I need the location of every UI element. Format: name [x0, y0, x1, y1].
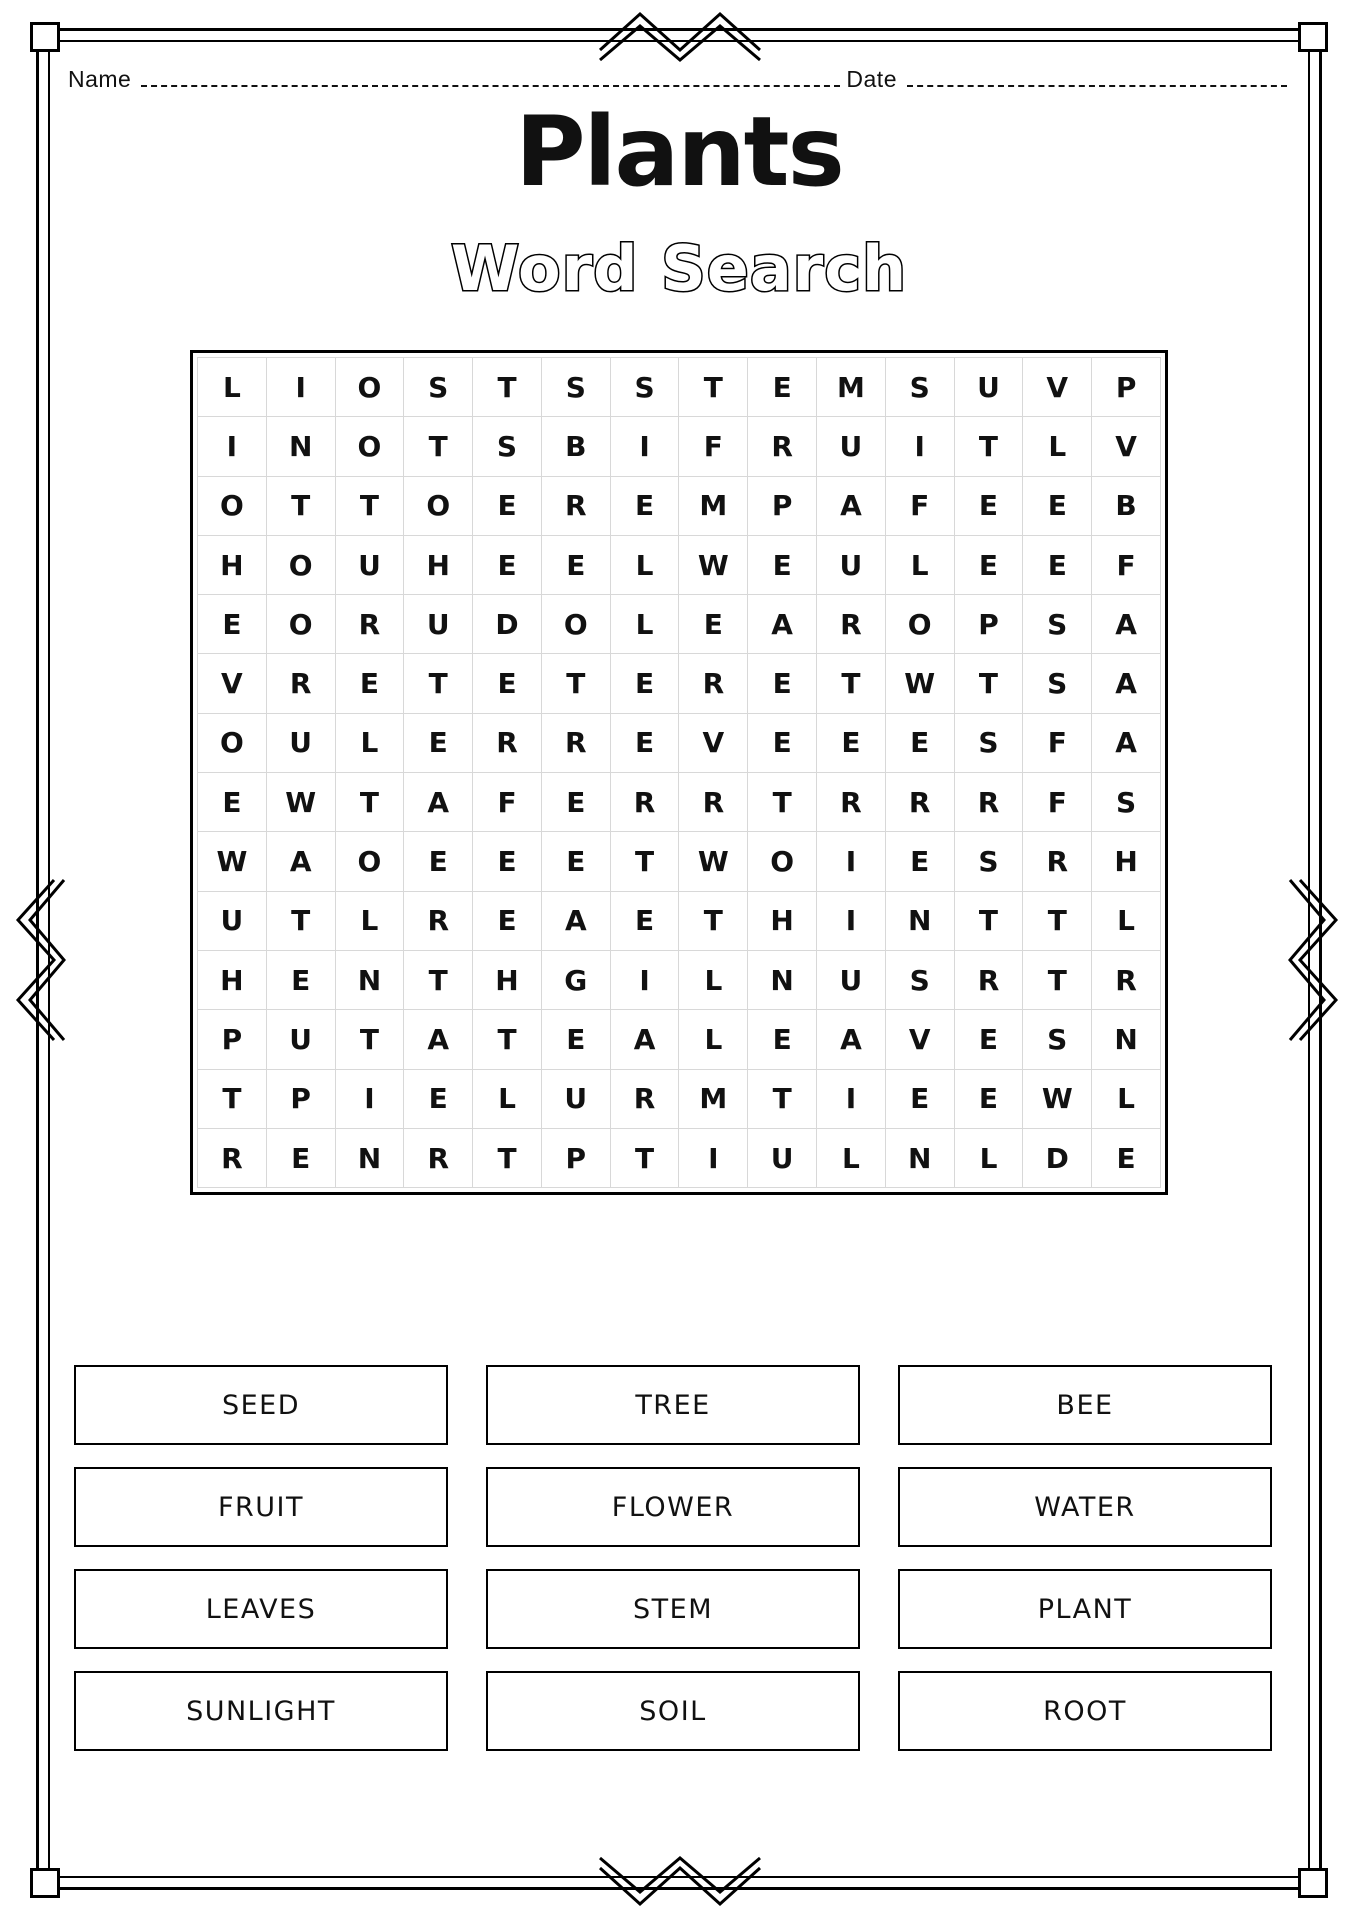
letter-cell[interactable]: H	[198, 535, 267, 594]
letter-cell[interactable]: R	[748, 417, 817, 476]
letter-grid-row	[198, 358, 1161, 417]
letter-cell[interactable]: S	[885, 358, 954, 417]
letter-cell[interactable]: E	[954, 476, 1023, 535]
letter-cell[interactable]: D	[1023, 1128, 1092, 1187]
corner-square-top-left	[30, 22, 60, 52]
letter-grid-row	[198, 1128, 1161, 1187]
letter-cell[interactable]: U	[335, 535, 404, 594]
letter-cell[interactable]: L	[817, 1128, 886, 1187]
letter-cell[interactable]: T	[679, 358, 748, 417]
letter-cell[interactable]: M	[817, 358, 886, 417]
letter-cell[interactable]: I	[817, 891, 886, 950]
name-label: Name	[68, 66, 132, 92]
word-bank-item[interactable]: SEED	[74, 1365, 448, 1445]
letter-cell[interactable]: U	[266, 713, 335, 772]
letter-grid-row	[198, 832, 1161, 891]
letter-cell[interactable]: D	[473, 595, 542, 654]
letter-cell[interactable]: L	[679, 1010, 748, 1069]
letter-cell[interactable]: S	[1023, 654, 1092, 713]
letter-cell[interactable]: R	[954, 950, 1023, 1009]
letter-cell[interactable]: A	[610, 1010, 679, 1069]
page-subtitle: Word Search	[450, 232, 908, 305]
letter-cell[interactable]: E	[541, 535, 610, 594]
letter-grid-table[interactable]	[197, 357, 1161, 1188]
letter-cell[interactable]: I	[610, 950, 679, 1009]
letter-cell[interactable]: R	[198, 1128, 267, 1187]
letter-cell[interactable]: E	[541, 1010, 610, 1069]
letter-grid-row	[198, 535, 1161, 594]
letter-cell[interactable]: E	[1023, 476, 1092, 535]
letter-cell[interactable]: E	[748, 654, 817, 713]
letter-cell[interactable]: N	[885, 891, 954, 950]
letter-cell[interactable]: L	[1092, 891, 1161, 950]
letter-cell[interactable]: V	[1023, 358, 1092, 417]
letter-grid-row	[198, 476, 1161, 535]
letter-cell[interactable]: I	[610, 417, 679, 476]
letter-cell[interactable]: N	[335, 1128, 404, 1187]
letter-cell[interactable]: A	[404, 1010, 473, 1069]
letter-cell[interactable]: N	[266, 417, 335, 476]
letter-cell[interactable]: O	[335, 417, 404, 476]
letter-cell[interactable]: I	[335, 1069, 404, 1128]
letter-cell[interactable]: S	[1092, 773, 1161, 832]
word-bank-item[interactable]: BEE	[898, 1365, 1272, 1445]
letter-cell[interactable]: T	[541, 654, 610, 713]
letter-cell[interactable]: V	[1092, 417, 1161, 476]
letter-cell[interactable]: R	[954, 773, 1023, 832]
letter-cell[interactable]: E	[1092, 1128, 1161, 1187]
word-bank-item[interactable]: FLOWER	[486, 1467, 860, 1547]
letter-cell[interactable]: E	[885, 713, 954, 772]
letter-cell[interactable]: E	[266, 950, 335, 1009]
letter-cell[interactable]: H	[1092, 832, 1161, 891]
word-search-grid[interactable]	[190, 350, 1168, 1195]
letter-cell[interactable]: E	[885, 1069, 954, 1128]
letter-cell[interactable]: T	[954, 891, 1023, 950]
letter-cell[interactable]: E	[1023, 535, 1092, 594]
letter-cell[interactable]: O	[198, 476, 267, 535]
letter-cell[interactable]: E	[748, 713, 817, 772]
word-bank-item[interactable]: PLANT	[898, 1569, 1272, 1649]
letter-cell[interactable]: E	[954, 1010, 1023, 1069]
letter-cell[interactable]: A	[748, 595, 817, 654]
letter-cell[interactable]: P	[198, 1010, 267, 1069]
word-bank-item[interactable]: SUNLIGHT	[74, 1671, 448, 1751]
letter-grid-row	[198, 713, 1161, 772]
letter-cell[interactable]: L	[335, 713, 404, 772]
letter-cell[interactable]: E	[610, 476, 679, 535]
letter-cell[interactable]: N	[885, 1128, 954, 1187]
letter-cell[interactable]: L	[885, 535, 954, 594]
letter-cell[interactable]: E	[404, 832, 473, 891]
letter-cell[interactable]: A	[404, 773, 473, 832]
letter-cell[interactable]: P	[266, 1069, 335, 1128]
letter-cell[interactable]: V	[885, 1010, 954, 1069]
letter-cell[interactable]: T	[817, 654, 886, 713]
letter-cell[interactable]: W	[679, 832, 748, 891]
letter-cell[interactable]: L	[1092, 1069, 1161, 1128]
letter-cell[interactable]: L	[610, 595, 679, 654]
letter-cell[interactable]: E	[335, 654, 404, 713]
letter-cell[interactable]: E	[817, 713, 886, 772]
letter-cell[interactable]: R	[885, 773, 954, 832]
letter-cell[interactable]: O	[198, 713, 267, 772]
letter-cell[interactable]: P	[954, 595, 1023, 654]
letter-cell[interactable]: O	[748, 832, 817, 891]
letter-cell[interactable]: E	[610, 891, 679, 950]
letter-cell[interactable]: R	[1092, 950, 1161, 1009]
letter-cell[interactable]: B	[541, 417, 610, 476]
letter-cell[interactable]: T	[404, 417, 473, 476]
letter-grid-row	[198, 1010, 1161, 1069]
letter-cell[interactable]: R	[817, 595, 886, 654]
letter-cell[interactable]: S	[954, 832, 1023, 891]
letter-cell[interactable]: E	[541, 773, 610, 832]
letter-grid-row	[198, 1069, 1161, 1128]
letter-cell[interactable]: U	[404, 595, 473, 654]
letter-cell[interactable]: U	[541, 1069, 610, 1128]
letter-cell[interactable]: O	[541, 595, 610, 654]
corner-square-bottom-left	[30, 1868, 60, 1898]
letter-cell[interactable]: I	[817, 832, 886, 891]
letter-cell[interactable]: S	[473, 417, 542, 476]
letter-cell[interactable]: U	[748, 1128, 817, 1187]
letter-cell[interactable]: S	[1023, 1010, 1092, 1069]
letter-cell[interactable]: E	[541, 832, 610, 891]
letter-cell[interactable]: E	[473, 654, 542, 713]
letter-cell[interactable]: R	[335, 595, 404, 654]
letter-cell[interactable]: O	[266, 595, 335, 654]
letter-cell[interactable]: E	[748, 1010, 817, 1069]
letter-cell[interactable]: T	[954, 417, 1023, 476]
letter-cell[interactable]: E	[610, 713, 679, 772]
letter-grid-row	[198, 595, 1161, 654]
letter-cell[interactable]: R	[679, 654, 748, 713]
letter-cell[interactable]: O	[335, 832, 404, 891]
letter-cell[interactable]: E	[473, 832, 542, 891]
letter-cell[interactable]: U	[817, 535, 886, 594]
letter-cell[interactable]: N	[335, 950, 404, 1009]
letter-cell[interactable]: E	[473, 535, 542, 594]
letter-cell[interactable]: N	[1092, 1010, 1161, 1069]
zigzag-ornament-left	[14, 880, 64, 1040]
letter-cell[interactable]: R	[610, 773, 679, 832]
letter-grid-row	[198, 891, 1161, 950]
word-bank-item[interactable]: FRUIT	[74, 1467, 448, 1547]
letter-cell[interactable]: E	[748, 535, 817, 594]
letter-grid-row	[198, 417, 1161, 476]
letter-cell[interactable]: U	[817, 417, 886, 476]
letter-cell[interactable]: L	[198, 358, 267, 417]
letter-cell[interactable]: E	[954, 1069, 1023, 1128]
letter-cell[interactable]: L	[1023, 417, 1092, 476]
letter-cell[interactable]: F	[1023, 773, 1092, 832]
letter-cell[interactable]: E	[198, 595, 267, 654]
word-bank-item[interactable]: STEM	[486, 1569, 860, 1649]
zigzag-ornament-top	[600, 10, 760, 60]
letter-cell[interactable]: V	[679, 713, 748, 772]
word-bank-item[interactable]: LEAVES	[74, 1569, 448, 1649]
letter-cell[interactable]: P	[1092, 358, 1161, 417]
letter-cell[interactable]: E	[404, 713, 473, 772]
letter-cell[interactable]: B	[1092, 476, 1161, 535]
letter-cell[interactable]: A	[817, 476, 886, 535]
letter-cell[interactable]: O	[885, 595, 954, 654]
letter-cell[interactable]: S	[610, 358, 679, 417]
letter-cell[interactable]: T	[1023, 950, 1092, 1009]
letter-cell[interactable]: E	[266, 1128, 335, 1187]
letter-cell[interactable]: S	[1023, 595, 1092, 654]
letter-cell[interactable]: I	[817, 1069, 886, 1128]
letter-cell[interactable]: T	[404, 950, 473, 1009]
letter-cell[interactable]: L	[473, 1069, 542, 1128]
letter-cell[interactable]: R	[266, 654, 335, 713]
letter-cell[interactable]: H	[748, 891, 817, 950]
letter-cell[interactable]: T	[404, 654, 473, 713]
letter-cell[interactable]: O	[266, 535, 335, 594]
letter-cell[interactable]: T	[473, 358, 542, 417]
letter-cell[interactable]: E	[404, 1069, 473, 1128]
letter-cell[interactable]: S	[954, 713, 1023, 772]
letter-cell[interactable]: E	[198, 773, 267, 832]
letter-cell[interactable]: T	[335, 773, 404, 832]
letter-cell[interactable]: T	[1023, 891, 1092, 950]
letter-cell[interactable]: P	[541, 1128, 610, 1187]
word-bank-item[interactable]: SOIL	[486, 1671, 860, 1751]
letter-cell[interactable]: A	[266, 832, 335, 891]
letter-cell[interactable]: T	[335, 476, 404, 535]
letter-cell[interactable]: W	[266, 773, 335, 832]
letter-cell[interactable]: U	[266, 1010, 335, 1069]
letter-cell[interactable]: F	[1092, 535, 1161, 594]
letter-cell[interactable]: R	[541, 713, 610, 772]
letter-cell[interactable]: H	[198, 950, 267, 1009]
word-bank-item[interactable]: ROOT	[898, 1671, 1272, 1751]
letter-cell[interactable]: T	[473, 1128, 542, 1187]
letter-cell[interactable]: T	[954, 654, 1023, 713]
letter-cell[interactable]: W	[1023, 1069, 1092, 1128]
letter-cell[interactable]: T	[198, 1069, 267, 1128]
letter-cell[interactable]: I	[679, 1128, 748, 1187]
letter-cell[interactable]: E	[954, 535, 1023, 594]
letter-cell[interactable]: R	[1023, 832, 1092, 891]
letter-cell[interactable]: I	[885, 417, 954, 476]
letter-cell[interactable]: T	[610, 832, 679, 891]
letter-cell[interactable]: L	[335, 891, 404, 950]
letter-cell[interactable]: O	[404, 476, 473, 535]
letter-grid-row	[198, 654, 1161, 713]
letter-cell[interactable]: S	[404, 358, 473, 417]
letter-cell[interactable]: R	[610, 1069, 679, 1128]
letter-cell[interactable]: P	[748, 476, 817, 535]
letter-cell[interactable]: A	[1092, 654, 1161, 713]
letter-cell[interactable]: F	[473, 773, 542, 832]
letter-cell[interactable]: T	[748, 773, 817, 832]
letter-grid-row	[198, 950, 1161, 1009]
letter-cell[interactable]: A	[1092, 713, 1161, 772]
letter-cell[interactable]: U	[954, 358, 1023, 417]
zigzag-ornament-right	[1290, 880, 1340, 1040]
letter-cell[interactable]: E	[748, 358, 817, 417]
letter-cell[interactable]: F	[679, 417, 748, 476]
letter-cell[interactable]: W	[679, 535, 748, 594]
letter-cell[interactable]: U	[198, 891, 267, 950]
word-bank-item[interactable]: TREE	[486, 1365, 860, 1445]
letter-cell[interactable]: R	[404, 1128, 473, 1187]
letter-cell[interactable]: L	[679, 950, 748, 1009]
letter-cell[interactable]: L	[610, 535, 679, 594]
letter-cell[interactable]: A	[1092, 595, 1161, 654]
word-bank-item[interactable]: WATER	[898, 1467, 1272, 1547]
letter-cell[interactable]: S	[541, 358, 610, 417]
letter-cell[interactable]: R	[404, 891, 473, 950]
letter-grid-row	[198, 773, 1161, 832]
letter-cell[interactable]: R	[541, 476, 610, 535]
letter-cell[interactable]: W	[198, 832, 267, 891]
letter-cell[interactable]: T	[266, 891, 335, 950]
name-date-row	[68, 66, 1293, 93]
word-bank	[74, 1365, 1294, 1751]
letter-cell[interactable]: T	[473, 1010, 542, 1069]
letter-cell[interactable]: N	[748, 950, 817, 1009]
letter-cell[interactable]: T	[748, 1069, 817, 1128]
letter-cell[interactable]: T	[335, 1010, 404, 1069]
letter-cell[interactable]: W	[885, 654, 954, 713]
zigzag-ornament-bottom	[600, 1858, 760, 1908]
letter-cell[interactable]: E	[885, 832, 954, 891]
name-write-line[interactable]	[141, 84, 840, 87]
letter-cell[interactable]: A	[817, 1010, 886, 1069]
corner-square-top-right	[1298, 22, 1328, 52]
letter-cell[interactable]: R	[679, 773, 748, 832]
letter-cell[interactable]: U	[817, 950, 886, 1009]
letter-cell[interactable]: I	[198, 417, 267, 476]
letter-cell[interactable]: E	[473, 476, 542, 535]
letter-cell[interactable]: V	[198, 654, 267, 713]
letter-cell[interactable]: I	[266, 358, 335, 417]
letter-cell[interactable]: E	[679, 595, 748, 654]
letter-cell[interactable]: S	[885, 950, 954, 1009]
letter-cell[interactable]: M	[679, 476, 748, 535]
page-title: Plants	[515, 96, 843, 208]
date-write-line[interactable]	[907, 84, 1287, 87]
date-label: Date	[846, 66, 897, 92]
letter-cell[interactable]: T	[610, 1128, 679, 1187]
letter-cell[interactable]: E	[610, 654, 679, 713]
corner-square-bottom-right	[1298, 1868, 1328, 1898]
letter-cell[interactable]: A	[541, 891, 610, 950]
letter-cell[interactable]: O	[335, 358, 404, 417]
letter-cell[interactable]: E	[473, 891, 542, 950]
letter-cell[interactable]: H	[404, 535, 473, 594]
letter-cell[interactable]: L	[954, 1128, 1023, 1187]
letter-cell[interactable]: M	[679, 1069, 748, 1128]
letter-cell[interactable]: R	[817, 773, 886, 832]
letter-cell[interactable]: T	[266, 476, 335, 535]
letter-cell[interactable]: F	[885, 476, 954, 535]
letter-cell[interactable]: T	[679, 891, 748, 950]
letter-cell[interactable]: F	[1023, 713, 1092, 772]
letter-cell[interactable]: H	[473, 950, 542, 1009]
letter-cell[interactable]: G	[541, 950, 610, 1009]
letter-cell[interactable]: R	[473, 713, 542, 772]
